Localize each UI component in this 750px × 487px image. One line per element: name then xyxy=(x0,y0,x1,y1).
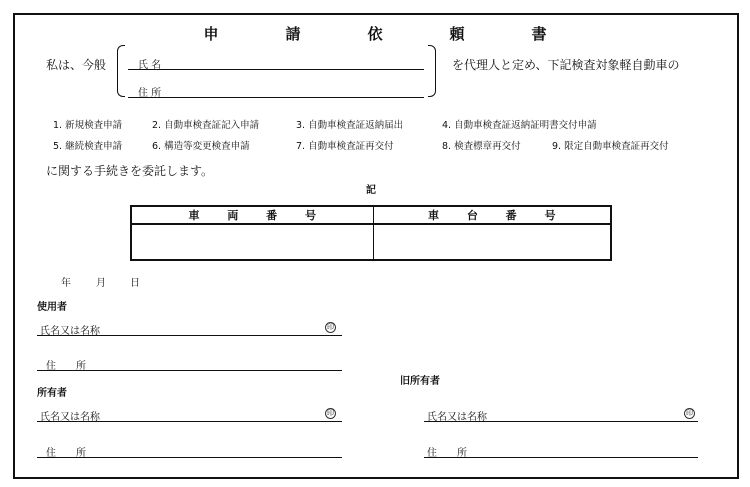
procedure-item: 3. 自動車検査証返納届出 xyxy=(296,120,404,131)
former-owner-address-label: 住 所 xyxy=(427,448,467,459)
vehicle-number-header: 車 両 番 号 xyxy=(131,206,373,224)
procedure-item: 4. 自動車検査証返納証明書交付申請 xyxy=(442,120,597,131)
date-month: 月 xyxy=(96,278,106,289)
procedure-item: 5. 継続検査申請 xyxy=(53,141,123,152)
delegation-text: に関する手続きを委託します。 xyxy=(46,164,214,178)
page-title: 申 請 依 頼 書 xyxy=(203,25,573,43)
owner-address-line[interactable] xyxy=(37,457,342,458)
former-owner-name-label: 氏名又は名称 xyxy=(427,412,487,423)
procedure-item: 7. 自動車検査証再交付 xyxy=(296,141,394,152)
chassis-number-header: 車 台 番 号 xyxy=(373,206,611,224)
owner-name-label: 氏名又は名称 xyxy=(40,412,100,423)
date-year: 年 xyxy=(61,278,71,289)
user-address-label: 住 所 xyxy=(46,361,86,372)
vehicle-table xyxy=(130,205,612,261)
procedure-item: 6. 構造等変更検査申請 xyxy=(152,141,250,152)
agent-address-label: 住 所 xyxy=(138,88,162,99)
agent-name-line[interactable] xyxy=(128,69,424,70)
user-heading: 使用者 xyxy=(37,302,67,313)
seal-icon: 印 xyxy=(327,323,334,331)
bracket-left xyxy=(117,45,125,97)
former-owner-address-line[interactable] xyxy=(424,457,698,458)
user-name-line[interactable] xyxy=(37,335,342,336)
procedure-item: 2. 自動車検査証記入申請 xyxy=(152,120,260,131)
user-name-label: 氏名又は名称 xyxy=(40,326,100,337)
seal-icon: 印 xyxy=(686,409,693,417)
ki-label: 記 xyxy=(366,185,376,196)
procedure-item: 8. 検査標章再交付 xyxy=(442,141,521,152)
former-owner-name-line[interactable] xyxy=(424,421,698,422)
former-owner-heading: 旧所有者 xyxy=(400,376,440,387)
chassis-number-cell[interactable] xyxy=(373,224,611,260)
agent-address-line[interactable] xyxy=(128,97,424,98)
vehicle-number-cell[interactable] xyxy=(131,224,373,260)
user-address-line[interactable] xyxy=(37,370,342,371)
procedure-item: 9. 限定自動車検査証再交付 xyxy=(552,141,669,152)
owner-address-label: 住 所 xyxy=(46,448,86,459)
procedure-item: 1. 新規検査申請 xyxy=(53,120,123,131)
intro-suffix: を代理人と定め、下記検査対象軽自動車の xyxy=(452,58,680,72)
agent-name-label: 氏 名 xyxy=(138,60,162,71)
bracket-right xyxy=(428,45,436,97)
date-day: 日 xyxy=(130,278,140,289)
owner-name-line[interactable] xyxy=(37,421,342,422)
owner-heading: 所有者 xyxy=(37,388,67,399)
intro-prefix: 私は、今般 xyxy=(46,58,107,72)
seal-icon: 印 xyxy=(327,409,334,417)
